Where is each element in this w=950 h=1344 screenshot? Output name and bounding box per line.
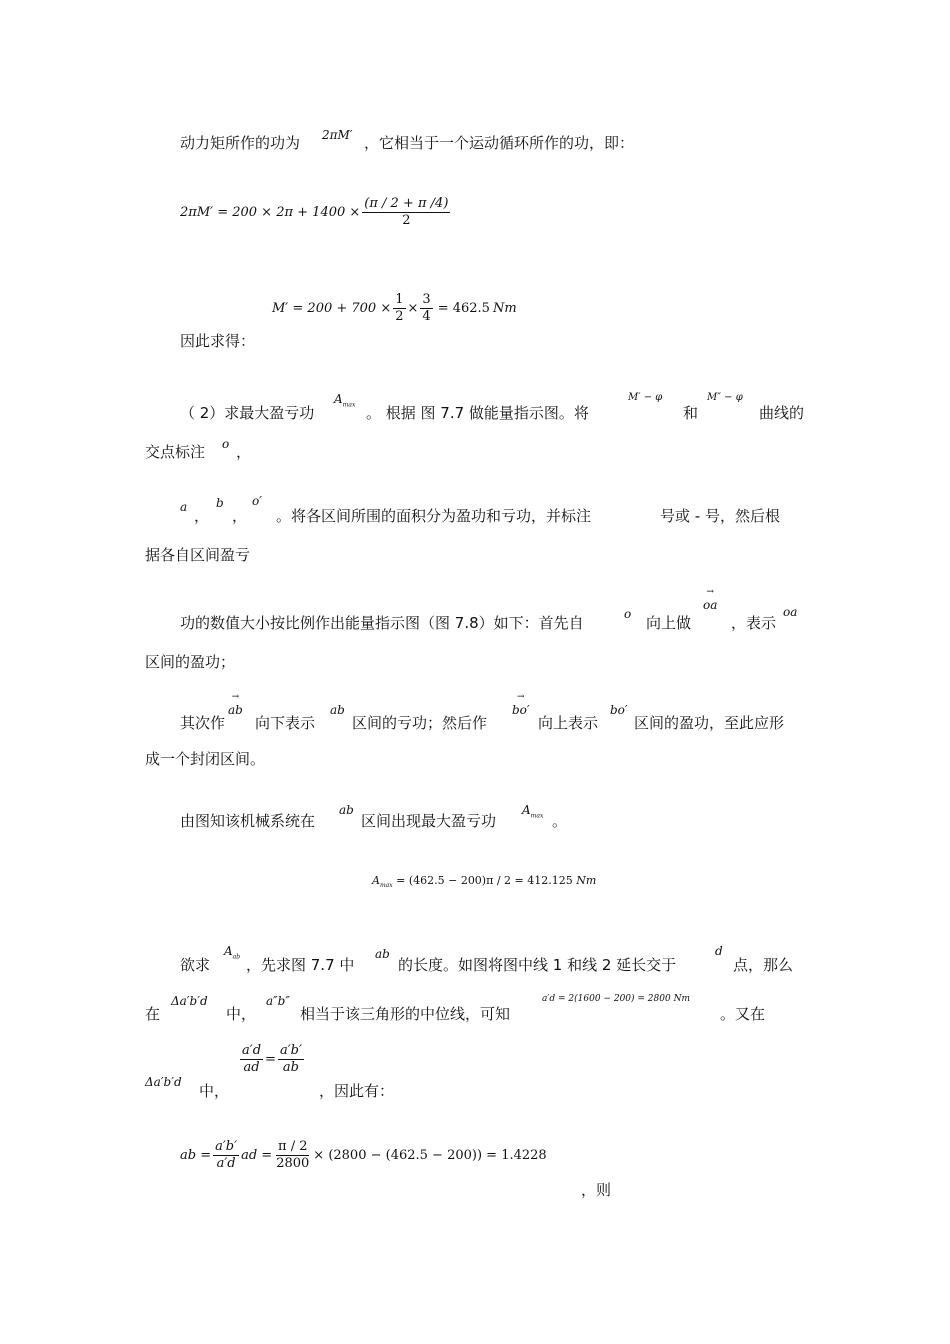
point-a: a bbox=[180, 500, 188, 514]
equation-2-fraction-1 bbox=[393, 292, 405, 325]
equation-1-numerator: (π / 2 + π /4) bbox=[364, 196, 449, 211]
para-8-text-f: 相当于该三角形的中位线，可知 bbox=[300, 1005, 511, 1023]
equation-4-fraction-2 bbox=[274, 1139, 311, 1172]
equation-4 bbox=[180, 1139, 547, 1172]
midline-a-b: a″b″ bbox=[266, 994, 290, 1008]
equation-a-d: a′d = 2(1600 − 200) = 2800 Nm bbox=[542, 994, 690, 1004]
para-1-text-a: 动力矩所作的功为 bbox=[180, 134, 301, 152]
math-m2-phi: M″ − φ bbox=[707, 392, 743, 403]
equation-4-lhs: ab = bbox=[180, 1148, 212, 1163]
para-8-aab: $A_{ab}$ bbox=[224, 944, 241, 961]
para-1-math: 2πM′ bbox=[322, 128, 353, 142]
segment-bo-prime: bo′ bbox=[610, 703, 628, 717]
amax-symbol: $A_{max}$ bbox=[334, 392, 356, 409]
equation-1 bbox=[180, 196, 452, 229]
para-9-triangle: Δa′b′d bbox=[145, 1075, 182, 1089]
point-b: b bbox=[216, 496, 224, 510]
segment-oa: oa bbox=[783, 605, 798, 619]
equation-3-sub: max bbox=[379, 882, 393, 890]
equation-1-fraction bbox=[362, 196, 450, 229]
para-7-segment-ab: ab bbox=[339, 803, 354, 817]
para-7-period: 。 bbox=[552, 812, 568, 830]
para-6-text-c: 区间的亏功；然后作 bbox=[352, 714, 488, 732]
para-8-zai: 在 bbox=[145, 1005, 161, 1023]
para-4-comma-1: ， bbox=[194, 507, 210, 525]
para-3-text-a: （ 2）求最大盈亏功 bbox=[180, 404, 315, 422]
para-6-text-e: 区间的盈功，至此应形 bbox=[634, 714, 785, 732]
para-5-line-2: 区间的盈功； bbox=[145, 653, 236, 671]
para-5-text-c: ，表示 bbox=[731, 614, 777, 632]
para-5-point-o: o bbox=[624, 607, 632, 621]
para-3-text-c: 和 bbox=[683, 404, 699, 422]
equation-4-f2-den: 2800 bbox=[276, 1156, 310, 1171]
para-1-text-b: ，它相当于一个运动循环所作的功，即： bbox=[364, 134, 635, 152]
vector-ab: → ab bbox=[228, 692, 243, 717]
para-8-text-c: 的长度。如图将图中线 1 和线 2 延长交于 bbox=[398, 956, 677, 974]
equation-2 bbox=[272, 292, 517, 325]
equation-4-mid: ad = bbox=[241, 1148, 273, 1163]
para-8-segment-ab: ab bbox=[375, 947, 390, 961]
equation-1-lhs: 2πM′ = 200 × 2π + 1400 × bbox=[180, 205, 361, 220]
para-6-text-b: 向下表示 bbox=[255, 714, 316, 732]
para-7-text-b: 区间出现最大盈亏功 bbox=[361, 812, 497, 830]
para-4-text: 。将各区间所围的面积分为盈功和亏功，并标注 bbox=[276, 507, 592, 525]
ratio-equals: = bbox=[265, 1052, 276, 1067]
para-6-text-a: 其次作 bbox=[180, 714, 226, 732]
equation-3-lhs: A bbox=[372, 874, 380, 887]
point-o: o bbox=[222, 437, 230, 451]
para-8-text-a: 欲求 bbox=[180, 956, 211, 974]
equation-1-denominator: 2 bbox=[402, 213, 411, 228]
equation-3-unit: Nm bbox=[576, 874, 597, 887]
para-4-line-2: 据各自区间盈亏 bbox=[145, 546, 251, 564]
para-3-comma: ， bbox=[236, 443, 252, 461]
math-m1-phi: M′ − φ bbox=[628, 392, 663, 403]
vector-bo-prime: → bo′ bbox=[512, 692, 530, 717]
equation-4-fraction-1 bbox=[213, 1139, 239, 1172]
para-8-text-g: 。又在 bbox=[720, 1005, 766, 1023]
para-4-comma-2: ， bbox=[232, 507, 248, 525]
equation-2-f1-num: 1 bbox=[395, 292, 404, 307]
point-o-prime: o′ bbox=[252, 494, 262, 508]
equation-4-f1-num: a′b′ bbox=[215, 1139, 238, 1154]
para-10-text: ，则 bbox=[581, 1181, 612, 1199]
para-6-text-d: 向上表示 bbox=[538, 714, 599, 732]
ratio-fraction-1 bbox=[240, 1043, 263, 1076]
equation-3 bbox=[372, 874, 596, 889]
para-9-text: ，因此有： bbox=[319, 1082, 395, 1100]
equation-2-f2-den: 4 bbox=[422, 309, 431, 324]
point-d: d bbox=[715, 944, 723, 958]
para-5-text-b: 向上做 bbox=[646, 614, 692, 632]
ratio-fraction-2 bbox=[278, 1043, 304, 1076]
para-8-text-e: 点，那么 bbox=[733, 956, 794, 974]
para-2-text: 因此求得： bbox=[180, 332, 256, 350]
para-8-text-b: ，先求图 7.7 中 bbox=[246, 956, 355, 974]
para-3-text-e: 交点标注 bbox=[145, 443, 206, 461]
equation-2-rhs: = 462.5 bbox=[437, 301, 490, 316]
vector-oa: → oa bbox=[703, 587, 718, 612]
ratio-f2-num: a′b′ bbox=[279, 1043, 302, 1058]
para-3-text-d: 曲线的 bbox=[759, 404, 805, 422]
ratio-f1-num: a′d bbox=[242, 1043, 262, 1058]
ratio-equation bbox=[238, 1043, 306, 1076]
para-7-amax: $A_{max}$ bbox=[522, 803, 544, 820]
triangle-a-b-d: Δa′b′d bbox=[171, 994, 208, 1008]
equation-2-times: × bbox=[407, 301, 419, 316]
equation-3-rhs: = (462.5 − 200)π / 2 = 412.125 bbox=[396, 874, 573, 887]
equation-2-f1-den: 2 bbox=[395, 309, 404, 324]
equation-4-f2-num: π / 2 bbox=[278, 1139, 308, 1154]
equation-2-unit: Nm bbox=[492, 301, 517, 316]
equation-2-fraction-2 bbox=[420, 292, 432, 325]
segment-ab: ab bbox=[330, 703, 345, 717]
equation-4-rhs: × (2800 − (462.5 − 200)) = 1.4228 bbox=[313, 1148, 547, 1163]
ratio-f1-den: ad bbox=[243, 1060, 260, 1075]
para-4-text-2: 号或 - 号，然后根 bbox=[660, 507, 780, 525]
equation-4-f1-den: a′d bbox=[216, 1156, 236, 1171]
para-3-text-b: 。 根据 图 7.7 做能量指示图。将 bbox=[366, 404, 589, 422]
para-7-text-a: 由图知该机械系统在 bbox=[180, 812, 316, 830]
para-5-text-a: 功的数值大小按比例作出能量指示图（图 7.8）如下：首先自 bbox=[180, 614, 584, 632]
equation-2-lhs: M′ = 200 + 700 × bbox=[272, 301, 392, 316]
para-8-zhong: 中， bbox=[226, 1005, 257, 1023]
para-9-zhong: 中， bbox=[199, 1082, 230, 1100]
ratio-f2-den: ab bbox=[282, 1060, 299, 1075]
equation-2-f2-num: 3 bbox=[422, 292, 431, 307]
para-6-line-2: 成一个封闭区间。 bbox=[145, 750, 266, 768]
